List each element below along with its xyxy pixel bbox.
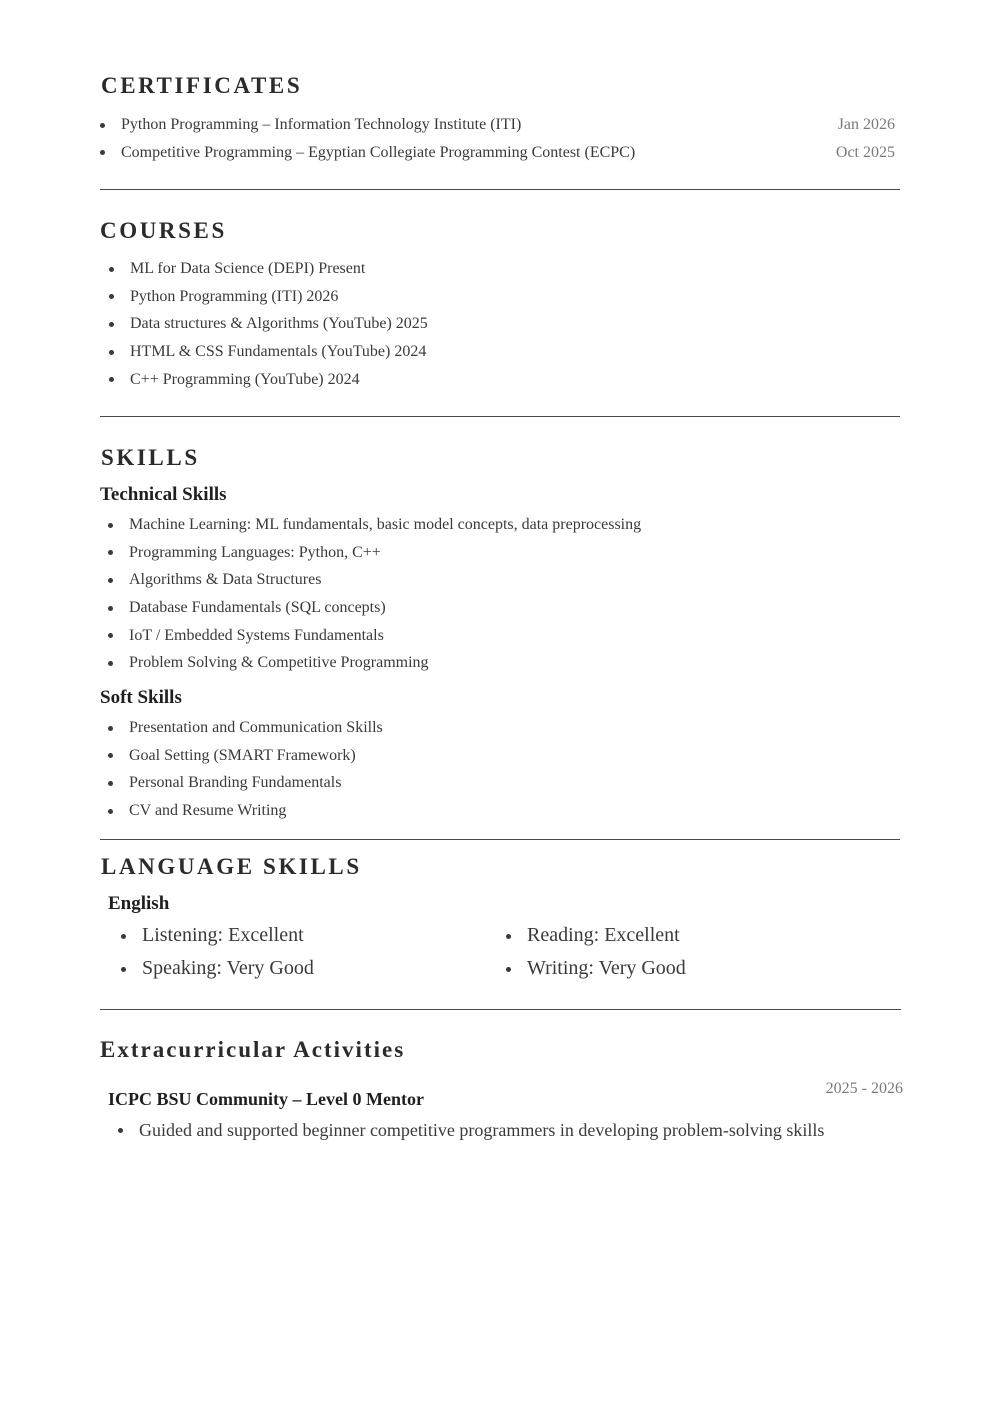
activity-date: 2025 - 2026 bbox=[825, 1080, 903, 1097]
certificates-heading: CERTIFICATES bbox=[101, 73, 303, 98]
section-divider bbox=[100, 1009, 901, 1010]
list-item: Writing: Very Good bbox=[527, 952, 686, 985]
list-item: Listening: Excellent bbox=[142, 919, 314, 952]
list-item: HTML & CSS Fundamentals (YouTube) 2024 bbox=[130, 338, 428, 366]
soft-skills-title: Soft Skills bbox=[100, 687, 182, 708]
list-item: Database Fundamentals (SQL concepts) bbox=[129, 594, 641, 622]
courses-list bbox=[130, 255, 428, 393]
list-item: CV and Resume Writing bbox=[129, 797, 383, 825]
courses-heading: COURSES bbox=[100, 218, 227, 243]
language-name: English bbox=[108, 893, 170, 914]
soft-skills-list bbox=[129, 714, 383, 825]
skills-heading: SKILLS bbox=[101, 445, 200, 470]
certificate-date: Oct 2025 bbox=[835, 144, 895, 161]
extracurricular-heading: Extracurricular Activities bbox=[100, 1037, 406, 1062]
list-item: Speaking: Very Good bbox=[142, 952, 314, 985]
certificates-list bbox=[121, 111, 635, 166]
list-item: Machine Learning: ML fundamentals, basic model concepts, data preprocessing bbox=[129, 511, 641, 539]
list-item: ML for Data Science (DEPI) Present bbox=[130, 255, 428, 283]
section-divider bbox=[100, 416, 900, 417]
list-item: Python Programming (ITI) 2026 bbox=[130, 283, 428, 311]
list-item: Presentation and Communication Skills bbox=[129, 714, 383, 742]
certificate-date: Jan 2026 bbox=[837, 116, 895, 133]
list-item: IoT / Embedded Systems Fundamentals bbox=[129, 622, 641, 650]
technical-skills-title: Technical Skills bbox=[100, 484, 227, 505]
list-item: Goal Setting (SMART Framework) bbox=[129, 742, 383, 770]
activity-list bbox=[139, 1116, 824, 1144]
language-skills-heading: LANGUAGE SKILLS bbox=[101, 854, 362, 879]
list-item: Python Programming – Information Technology Institute (ITI) bbox=[121, 111, 635, 139]
list-item: Programming Languages: Python, C++ bbox=[129, 539, 641, 567]
section-divider bbox=[100, 839, 900, 840]
section-divider bbox=[100, 189, 900, 190]
list-item: Algorithms & Data Structures bbox=[129, 566, 641, 594]
language-skills-left bbox=[142, 919, 314, 985]
list-item: Reading: Excellent bbox=[527, 919, 686, 952]
list-item: Guided and supported beginner competitive programmers in developing problem-solving skills bbox=[139, 1116, 824, 1144]
technical-skills-list bbox=[129, 511, 641, 677]
list-item: Personal Branding Fundamentals bbox=[129, 769, 383, 797]
language-skills-right bbox=[527, 919, 686, 985]
activity-role: ICPC BSU Community – Level 0 Mentor bbox=[108, 1089, 424, 1109]
list-item: Problem Solving & Competitive Programming bbox=[129, 649, 641, 677]
list-item: Competitive Programming – Egyptian Collegiate Programming Contest (ECPC) bbox=[121, 139, 635, 167]
list-item: Data structures & Algorithms (YouTube) 2025 bbox=[130, 310, 428, 338]
list-item: C++ Programming (YouTube) 2024 bbox=[130, 366, 428, 394]
